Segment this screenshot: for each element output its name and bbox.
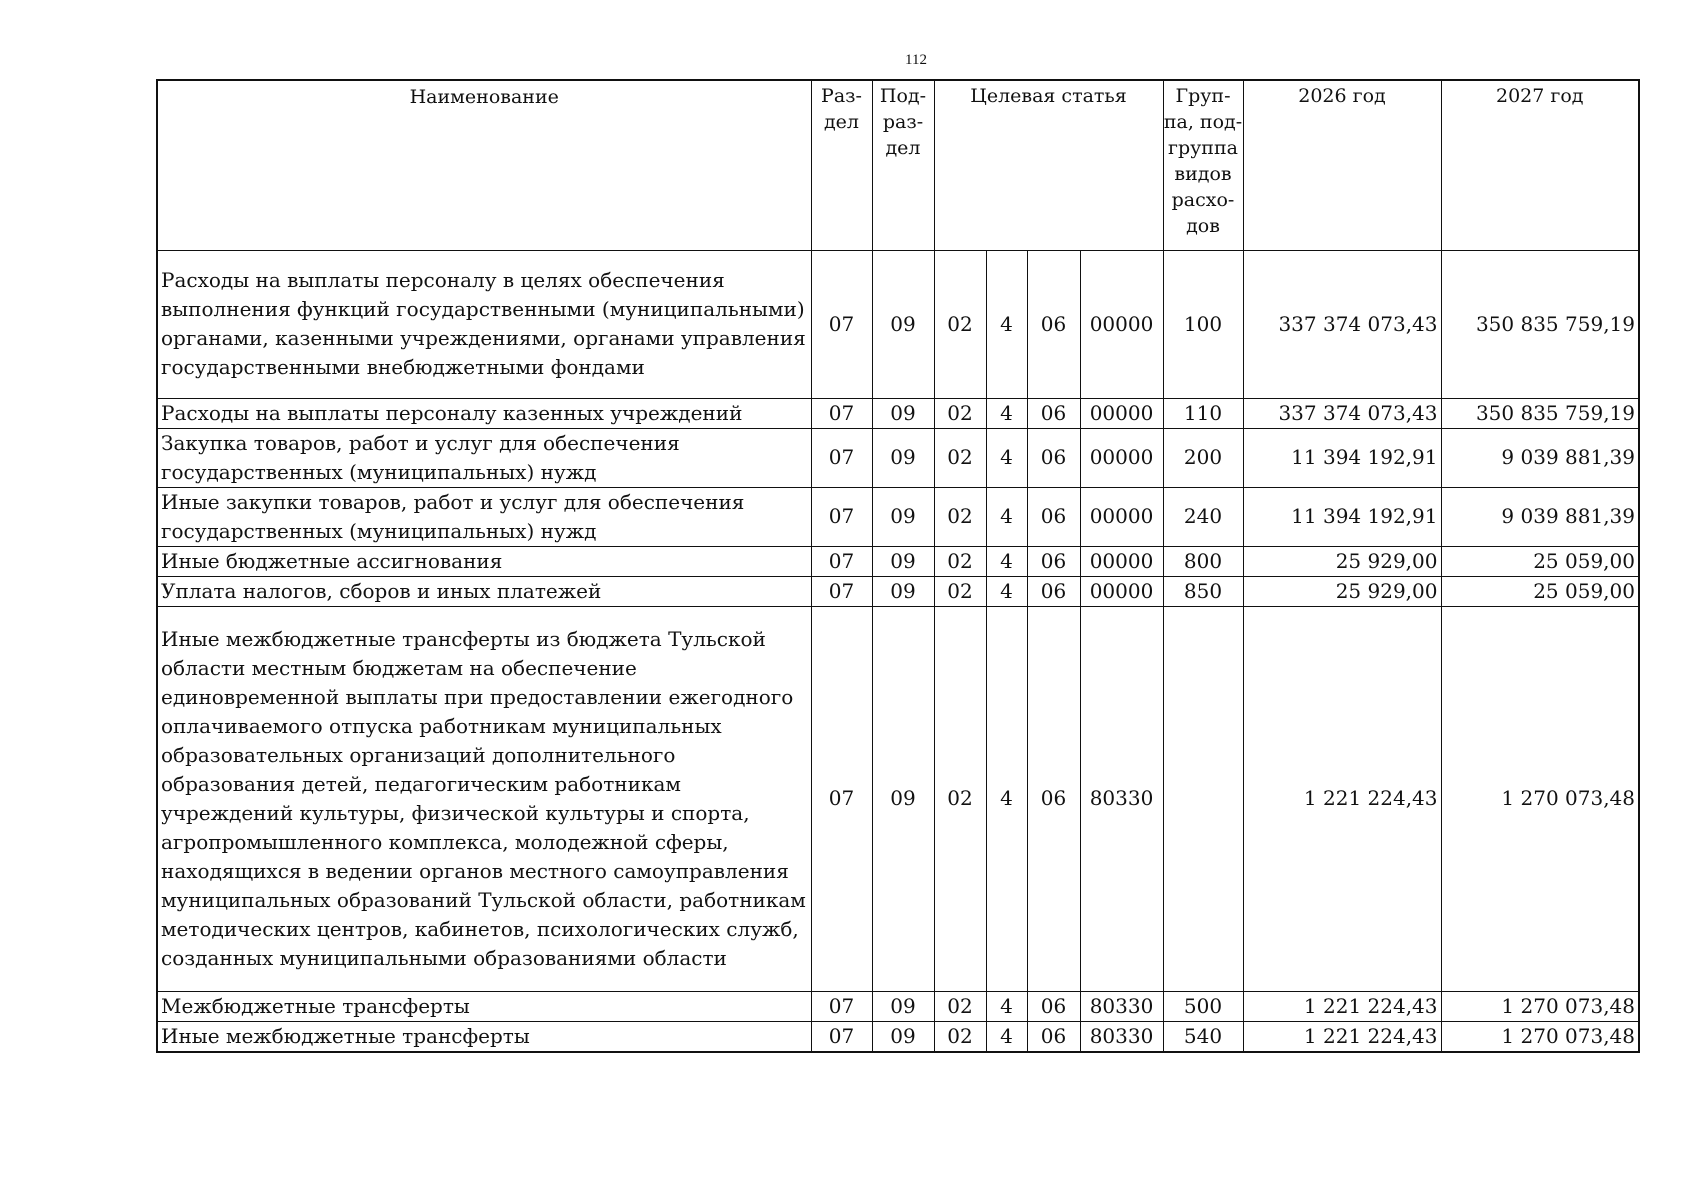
row-2026: 11 394 192,91 [1243,487,1441,546]
row-razdel: 07 [811,428,872,487]
row-name: Расходы на выплаты персоналу в целях обеспечения выполнения функций государственными (муниципальными) органами, казенными учреждениями, органами управления государственными внебюджетными фондами [157,250,811,398]
row-vr: 500 [1163,991,1243,1021]
header-podrazdel: Под- раз- дел [872,80,934,250]
row-cs-program: 02 [934,546,986,576]
row-podrazdel: 09 [872,487,934,546]
row-cs-type: 4 [986,546,1027,576]
row-podrazdel: 09 [872,398,934,428]
table-row [157,487,1639,546]
row-2027: 350 835 759,19 [1441,398,1639,428]
row-name: Иные межбюджетные трансферты [157,1021,811,1052]
row-name: Расходы на выплаты персоналу казенных учреждений [157,398,811,428]
row-2027: 1 270 073,48 [1441,991,1639,1021]
table-header-row [157,80,1639,250]
row-cs-direction: 00000 [1080,250,1163,398]
row-cs-structure: 06 [1027,546,1080,576]
row-cs-type: 4 [986,576,1027,606]
row-cs-direction: 00000 [1080,487,1163,546]
table-row [157,428,1639,487]
row-cs-type: 4 [986,1021,1027,1052]
row-cs-program: 02 [934,398,986,428]
row-name: Иные межбюджетные трансферты из бюджета Тульской области местным бюджетам на обеспечение единовременной выплаты при предоставлении ежегодного оплачиваемого отпуска работникам муниципальных образовательных организаций дополнительного образования детей, педагогическим работникам учреждений культуры, физической культуры и спорта, агропромышленного комплекса, молодежной сферы, находящихся в ведении органов местного самоуправления муниципальных образований Тульской области, работникам методических центров, кабинетов, психологических служб, созданных муниципальными образованиями области [157,606,811,991]
row-2026: 337 374 073,43 [1243,250,1441,398]
row-name: Иные бюджетные ассигнования [157,546,811,576]
row-name: Уплата налогов, сборов и иных платежей [157,576,811,606]
row-cs-type: 4 [986,250,1027,398]
row-2026: 11 394 192,91 [1243,428,1441,487]
page-number: 112 [905,52,927,68]
table-row [157,1021,1639,1052]
budget-table [156,79,1640,1053]
row-cs-program: 02 [934,576,986,606]
header-gruppa: Груп- па, под- группа видов расхо- дов [1163,80,1243,250]
header-razdel: Раз- дел [811,80,872,250]
row-cs-program: 02 [934,487,986,546]
row-cs-type: 4 [986,991,1027,1021]
row-podrazdel: 09 [872,546,934,576]
row-2026: 1 221 224,43 [1243,1021,1441,1052]
row-vr: 850 [1163,576,1243,606]
table-row [157,991,1639,1021]
row-cs-direction: 80330 [1080,991,1163,1021]
row-2026: 25 929,00 [1243,546,1441,576]
row-vr: 200 [1163,428,1243,487]
row-cs-type: 4 [986,428,1027,487]
table-row [157,606,1639,991]
row-name: Межбюджетные трансферты [157,991,811,1021]
row-2026: 337 374 073,43 [1243,398,1441,428]
row-podrazdel: 09 [872,250,934,398]
row-2027: 25 059,00 [1441,546,1639,576]
table-row [157,250,1639,398]
row-2027: 25 059,00 [1441,576,1639,606]
header-celevaya-statya: Целевая статья [934,80,1163,250]
row-vr: 540 [1163,1021,1243,1052]
row-podrazdel: 09 [872,606,934,991]
row-podrazdel: 09 [872,1021,934,1052]
row-2026: 1 221 224,43 [1243,991,1441,1021]
row-vr [1163,606,1243,991]
row-cs-program: 02 [934,991,986,1021]
table-row [157,546,1639,576]
row-cs-type: 4 [986,487,1027,546]
header-name: Наименование [157,80,811,250]
row-podrazdel: 09 [872,576,934,606]
row-name: Иные закупки товаров, работ и услуг для обеспечения государственных (муниципальных) нужд [157,487,811,546]
row-vr: 110 [1163,398,1243,428]
row-2027: 350 835 759,19 [1441,250,1639,398]
row-cs-type: 4 [986,606,1027,991]
row-cs-program: 02 [934,428,986,487]
row-vr: 240 [1163,487,1243,546]
row-razdel: 07 [811,487,872,546]
row-cs-program: 02 [934,606,986,991]
row-cs-direction: 00000 [1080,398,1163,428]
row-razdel: 07 [811,576,872,606]
row-cs-structure: 06 [1027,576,1080,606]
row-cs-structure: 06 [1027,428,1080,487]
table-row [157,576,1639,606]
row-cs-type: 4 [986,398,1027,428]
row-cs-direction: 00000 [1080,576,1163,606]
row-razdel: 07 [811,398,872,428]
row-cs-program: 02 [934,250,986,398]
row-podrazdel: 09 [872,428,934,487]
row-2027: 9 039 881,39 [1441,428,1639,487]
row-cs-program: 02 [934,1021,986,1052]
row-name: Закупка товаров, работ и услуг для обеспечения государственных (муниципальных) нужд [157,428,811,487]
header-year-2027: 2027 год [1441,80,1639,250]
row-razdel: 07 [811,546,872,576]
header-year-2026: 2026 год [1243,80,1441,250]
row-cs-direction: 00000 [1080,428,1163,487]
row-2026: 1 221 224,43 [1243,606,1441,991]
row-cs-structure: 06 [1027,250,1080,398]
row-razdel: 07 [811,991,872,1021]
row-razdel: 07 [811,250,872,398]
row-razdel: 07 [811,606,872,991]
row-cs-structure: 06 [1027,991,1080,1021]
row-2027: 9 039 881,39 [1441,487,1639,546]
row-cs-structure: 06 [1027,398,1080,428]
row-cs-direction: 00000 [1080,546,1163,576]
row-2027: 1 270 073,48 [1441,1021,1639,1052]
row-vr: 100 [1163,250,1243,398]
row-2027: 1 270 073,48 [1441,606,1639,991]
row-2026: 25 929,00 [1243,576,1441,606]
row-cs-direction: 80330 [1080,1021,1163,1052]
row-vr: 800 [1163,546,1243,576]
row-cs-structure: 06 [1027,487,1080,546]
row-razdel: 07 [811,1021,872,1052]
row-cs-structure: 06 [1027,1021,1080,1052]
table-row [157,398,1639,428]
row-cs-structure: 06 [1027,606,1080,991]
row-podrazdel: 09 [872,991,934,1021]
row-cs-direction: 80330 [1080,606,1163,991]
